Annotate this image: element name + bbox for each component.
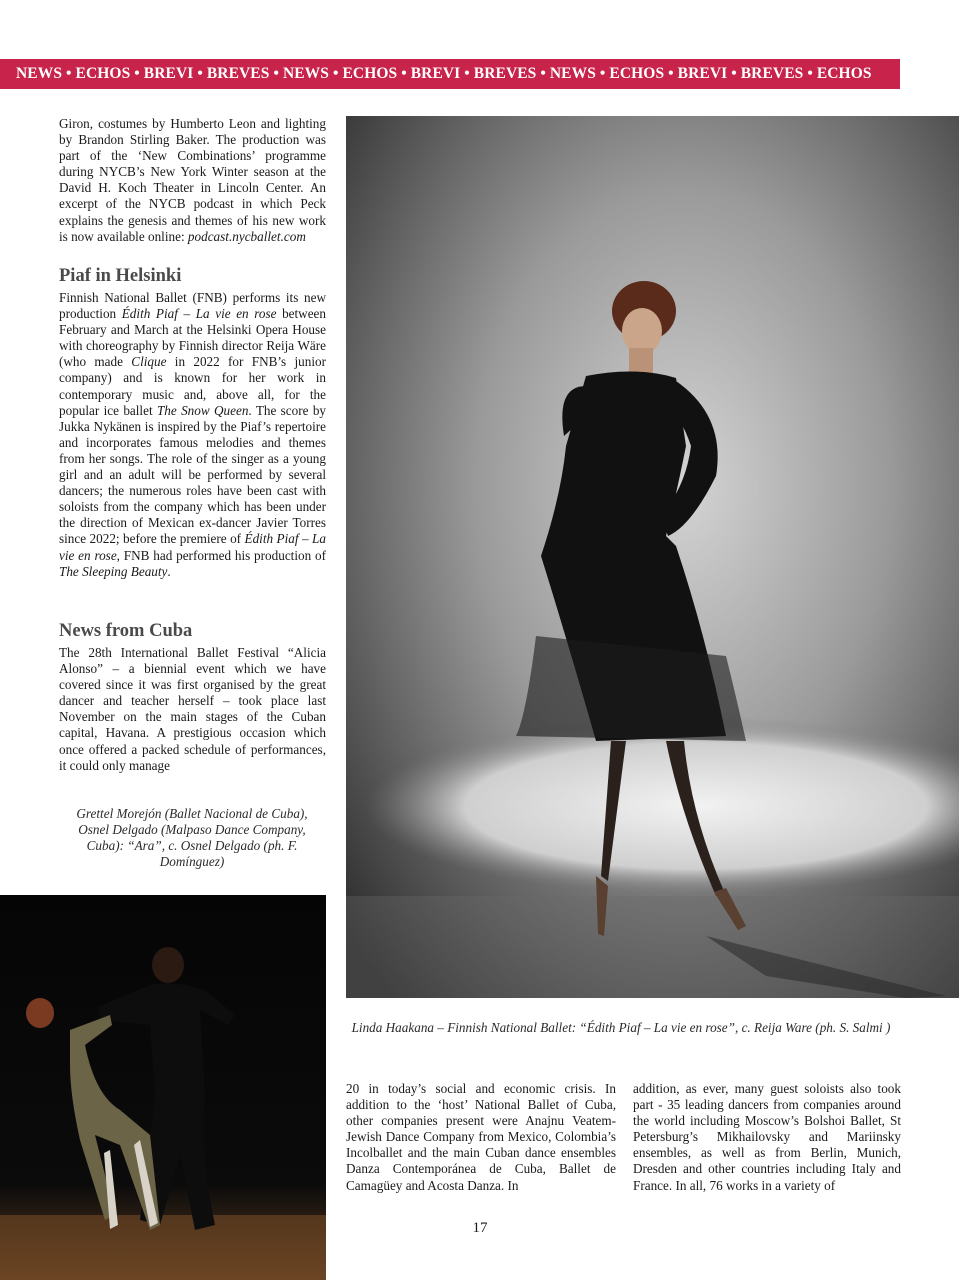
piaf-title-2: Clique — [131, 354, 167, 370]
piaf-text-4: . The score by Jukka Nykänen is inspired by the Piaf’s repertoire and incorporates famous melodies and themes from her songs. The role of the singer as a young girl and an adult will be performed by several dancers; the numerous roles have been cast with soloists from the company which has been under the direction of Mexican ex-dancer Javier Torres since 2022; before the premiere of — [59, 402, 327, 547]
news-banner: NEWS • ECHOS • BREVI • BREVES • NEWS • ECHOS • BREVI • BREVES • NEWS • ECHOS • BREVI • BREVES • ECHOS — [0, 59, 900, 89]
main-photo-caption: Linda Haakana – Finnish National Ballet: “Édith Piaf – La vie en rose”, c. Reija Ware (ph. S. Salmi ) — [351, 1020, 891, 1035]
bottom-column-2 — [633, 1081, 901, 1194]
piaf-title-3: The Snow Queen — [156, 402, 249, 418]
intro-text: Giron, costumes by Humberto Leon and lighting by Brandon Stirling Baker. The production was part of the ‘New Combinations’ programme during NYCB’s New York Winter season at the David H. Koch Theater in Lincoln Center. An excerpt of the NYCB podcast in which Peck explains the genesis and themes of his new work is now available online: — [59, 116, 326, 244]
page-number: 17 — [472, 1220, 488, 1236]
cuba-dancers-photo — [0, 895, 326, 1280]
bottom-text-2: addition, as ever, many guest soloists also took part - 35 leading dancers from companies around the world including Moscow’s Bolshoi Ballet, St Petersburg’s Mikhailovsky and Mariinsky ensembles, as well as from Berlin, Munich, Dresden and other countries including Italy and France. In all, 76 works in a variety of — [633, 1081, 901, 1193]
piaf-text-6: . — [167, 563, 171, 579]
cuba-paragraph — [59, 645, 326, 774]
main-dancer-photo — [346, 116, 959, 998]
piaf-text-2: between February and March at the Helsinki Opera House with choreography by Finnish director Reija Wäre (who made — [59, 306, 327, 370]
cuba-text: The 28th International Ballet Festival “Alicia Alonso” – a biennial event which we have covered since it was first organised by the great dancer and teacher herself – took place last November on the main stages of the Cuban capital, Havana. A prestigious occasion which once offered a packed schedule of performances, it could only manage — [59, 645, 326, 773]
section-heading-piaf: Piaf in Helsinki — [59, 266, 182, 286]
piaf-text-1: Finnish National Ballet (FNB) performs its new production — [59, 290, 326, 322]
piaf-title-1: Édith Piaf – La vie en rose — [121, 306, 277, 322]
bottom-text-1: 20 in today’s social and economic crisis. In addition to the ‘host’ National Ballet of Cuba, other companies present were Anajnu Veatem-Jewish Dance Company from Mexico, Colombia’s Incolballet and the main Cuban dance ensembles Danza Contemporánea de Cuba, Ballet de Camagüey and Acosta Danza. In — [346, 1081, 616, 1193]
piaf-text-5: , FNB had performed his production of — [116, 547, 326, 563]
piaf-title-4: Édith Piaf – La vie en rose — [59, 531, 326, 563]
piaf-title-5: The Sleeping Beauty — [59, 563, 168, 579]
piaf-paragraph — [59, 290, 326, 580]
section-heading-cuba: News from Cuba — [59, 621, 193, 641]
small-photo-caption: Grettel Morejón (Ballet Nacional de Cuba), Osnel Delgado (Malpaso Dance Company, Cuba): “Ara”, c. Osnel Delgado (ph. F. Domínguez) — [76, 806, 308, 869]
bottom-column-1 — [346, 1081, 616, 1194]
piaf-text-3: in 2022 for FNB’s junior company) and is known for her work in contemporary music and, above all, for the popular ice ballet — [59, 354, 326, 418]
intro-paragraph — [59, 116, 326, 245]
podcast-link[interactable]: podcast.nycballet.com — [187, 228, 306, 244]
